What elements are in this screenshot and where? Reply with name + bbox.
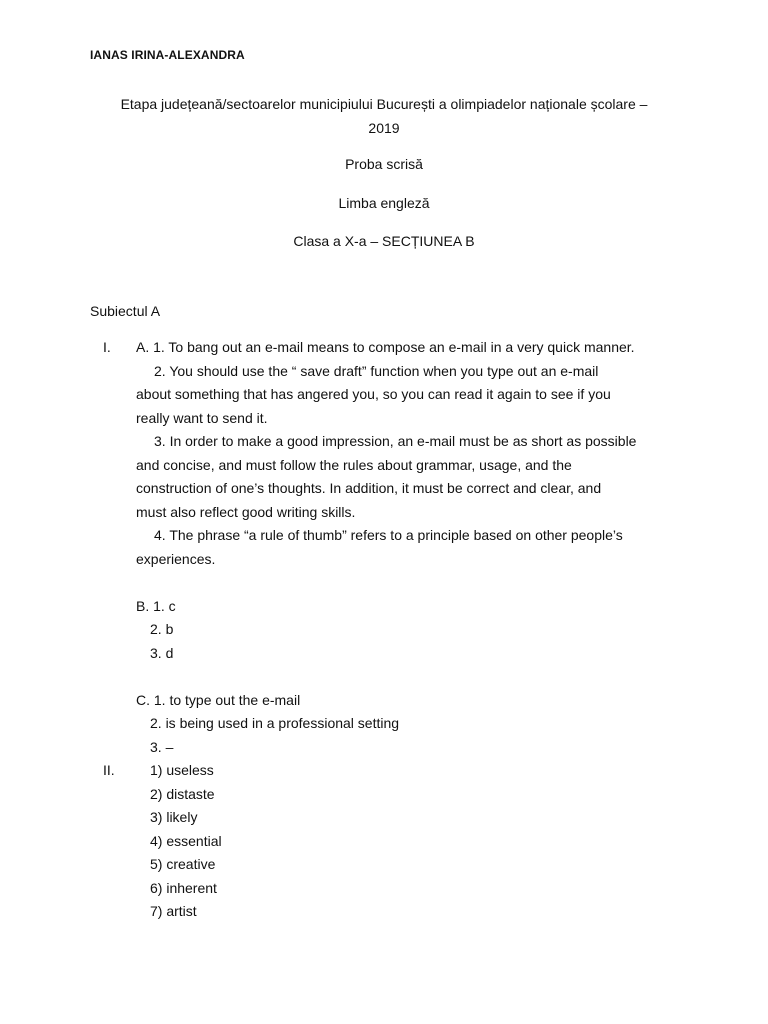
title-line-1: Etapa județeană/sectoarelor municipiului București a olimpiadelor naționale școlare –: [120, 96, 648, 112]
part-1-numeral: I.: [103, 339, 111, 355]
answer-a3-line3: construction of one’s thoughts. In addition, it must be correct and clear, and: [136, 480, 602, 496]
answer-b3: 3. d: [150, 644, 174, 661]
answer-c3: 3. –: [150, 738, 174, 755]
part-2-item: 2) distaste: [150, 785, 215, 802]
document-title: [0, 93, 768, 140]
part-2-item: 5) creative: [150, 856, 216, 872]
answer-a2-line1: 2. You should use the “ save draft” function when you type out an e-mail: [154, 362, 599, 379]
part-2-numeral: II.: [103, 762, 115, 778]
answer-a1: A. 1. To bang out an e-mail means to compose an e-mail in a very quick manner.: [136, 339, 635, 355]
answer-a2-line2: about something that has angered you, so you can read it again to see if you: [136, 386, 611, 402]
title-line-2: 2019: [368, 119, 400, 136]
answer-a3-line4: must also reflect good writing skills.: [136, 503, 356, 520]
part-2-item: 6) inherent: [150, 879, 217, 896]
answer-c2: 2. is being used in a professional setting: [150, 715, 400, 731]
answer-b2: 2. b: [150, 621, 174, 637]
part-2-item: 1) useless: [150, 762, 214, 778]
part-2-item: 4) essential: [150, 832, 222, 849]
section-title: Subiectul A: [90, 303, 161, 319]
class-section: Clasa a X-a – SECȚIUNEA B: [293, 233, 475, 249]
part-1-answers: [136, 336, 696, 759]
subject-name: Limba engleză: [338, 195, 430, 211]
part-2-answers: [150, 759, 710, 924]
part-2-item: 7) artist: [150, 903, 197, 919]
answer-a4-line1: 4. The phrase “a rule of thumb” refers to a principle based on other people’s: [154, 527, 623, 543]
answer-a3-line2: and concise, and must follow the rules about grammar, usage, and the: [136, 456, 572, 473]
answer-a3-line1: 3. In order to make a good impression, an e-mail must be as short as possible: [154, 433, 637, 449]
part-2-item: 3) likely: [150, 809, 198, 825]
author-name: IANAS IRINA-ALEXANDRA: [90, 48, 245, 62]
answer-a4-line2: experiences.: [136, 550, 216, 567]
answer-b1: B. 1. c: [136, 597, 176, 614]
answer-a2-line3: really want to send it.: [136, 409, 268, 426]
exam-type: Proba scrisă: [345, 156, 423, 172]
answer-c1: C. 1. to type out the e-mail: [136, 691, 301, 708]
